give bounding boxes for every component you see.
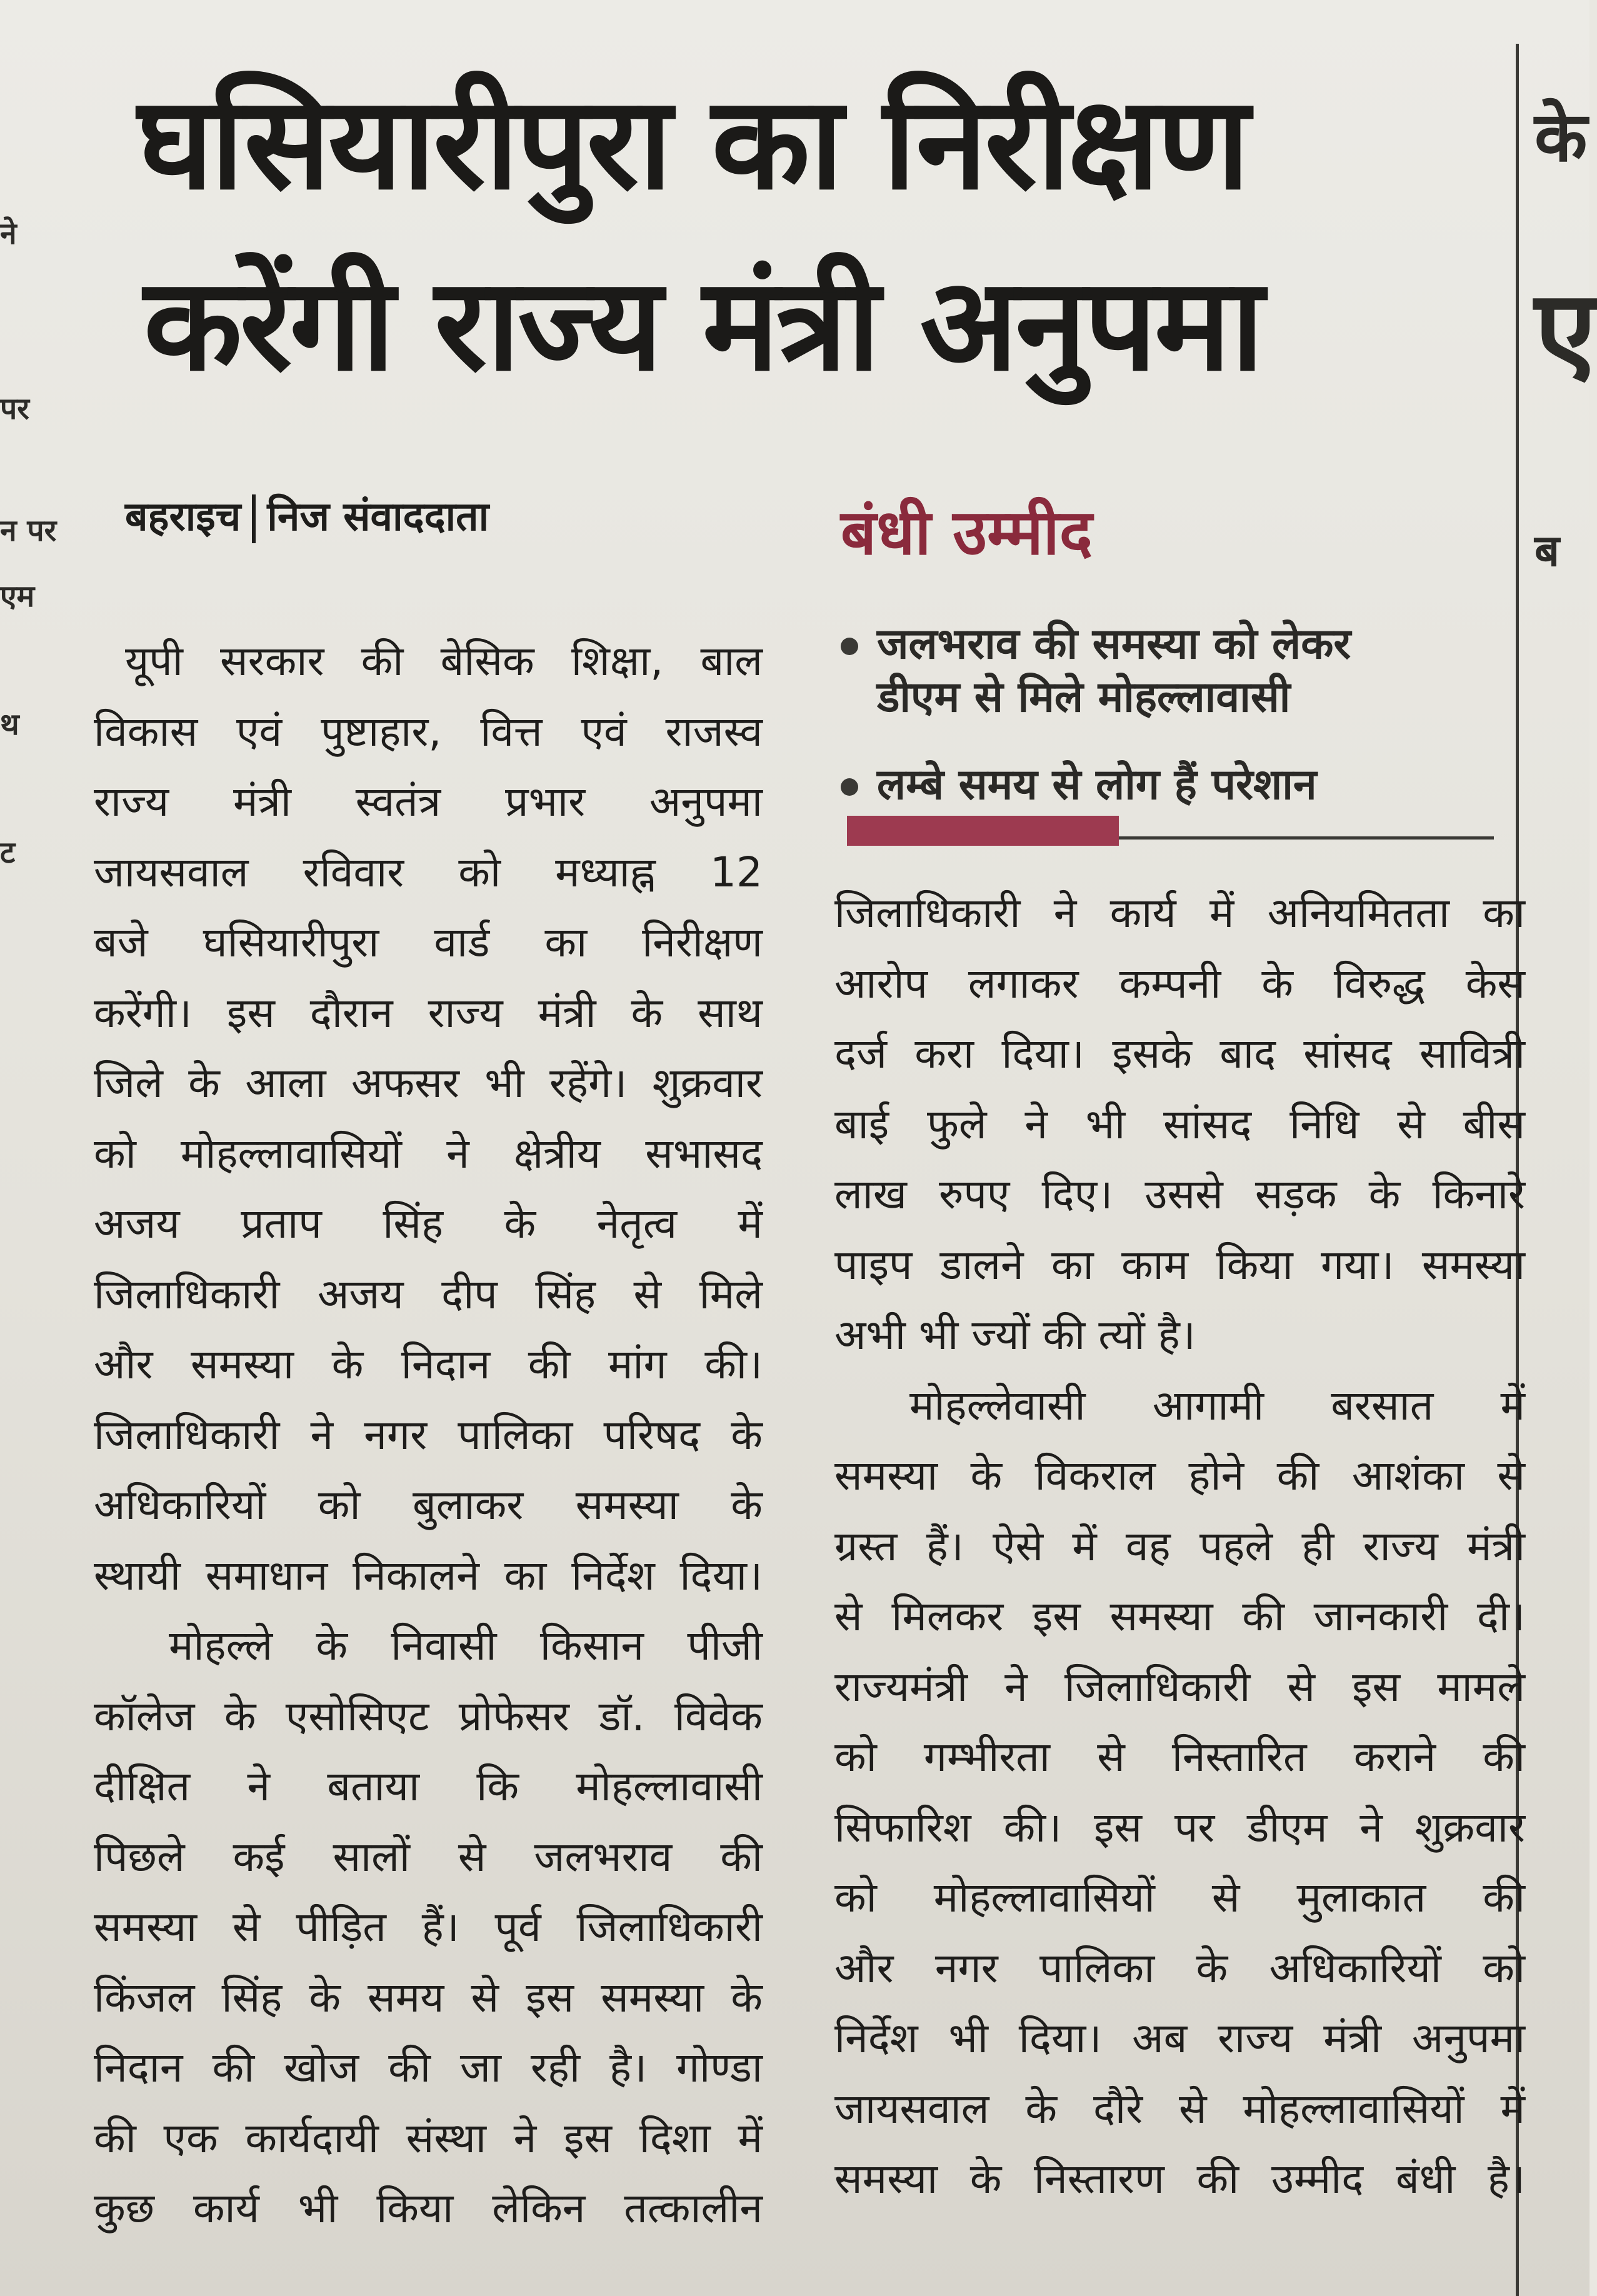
body-line: अजय प्रताप सिंह के नेतृत्व में xyxy=(94,1200,763,1248)
body-line: जायसवाल के दौरे से मोहल्लावासियों में xyxy=(834,2084,1525,2133)
left-column-fragment: न पर xyxy=(0,513,57,548)
place-name: बहराइच xyxy=(125,494,241,540)
body-line: कॉलेज के एसोसिएट प्रोफेसर डॉ. विवेक xyxy=(94,1692,763,1740)
body-line: निर्देश भी दिया। अब राज्य मंत्री अनुपमा xyxy=(834,2014,1525,2062)
body-line: और समस्या के निदान की मांग की। xyxy=(94,1340,763,1388)
highlight-bullet-2 xyxy=(841,759,1317,811)
body-line: विकास एवं पुष्टाहार, वित्त एवं राजस्व xyxy=(94,707,763,756)
byline: निज संवाददाता xyxy=(267,494,489,540)
highlight-rule xyxy=(1119,836,1494,840)
body-line: पाइप डालने का काम किया गया। समस्या xyxy=(834,1240,1525,1289)
left-column-fragment: पर xyxy=(0,391,29,426)
left-column-fragment: थ xyxy=(0,707,19,742)
body-line: की एक कार्यदायी संस्था ने इस दिशा में xyxy=(94,2113,763,2162)
body-line: समस्या से पीड़ित हैं। पूर्व जिलाधिकारी xyxy=(94,1903,763,1951)
body-line: दर्ज करा दिया। इसके बाद सांसद सावित्री xyxy=(834,1030,1525,1078)
bullet-text: डीएम से मिले मोहल्लावासी xyxy=(877,673,1291,722)
body-line: लाख रुपए दिए। उससे सड़क के किनारे xyxy=(834,1170,1525,1218)
highlight-accent-bar xyxy=(847,816,1119,846)
body-line: दीक्षित ने बताया कि मोहल्लावासी xyxy=(94,1762,763,1810)
body-line: जायसवाल रविवार को मध्याह्न 12 xyxy=(94,848,763,896)
body-line: पिछले कई सालों से जलभराव की xyxy=(94,1832,763,1881)
right-column-fragment: ए xyxy=(1534,266,1597,397)
body-line: मोहल्लेवासी आगामी बरसात में xyxy=(909,1381,1525,1430)
body-line: निदान की खोज की जा रही है। गोण्डा xyxy=(94,2043,763,2092)
dateline xyxy=(125,488,489,543)
body-line: यूपी सरकार की बेसिक शिक्षा, बाल xyxy=(125,637,763,685)
body-line: को गम्भीरता से निस्तारित कराने की xyxy=(834,1733,1525,1781)
bullet-dot xyxy=(841,778,858,796)
body-line: अधिकारियों को बुलाकर समस्या के xyxy=(94,1481,763,1529)
body-line: अभी भी ज्यों की त्यों है। xyxy=(834,1311,1196,1359)
right-column-fragment: ब xyxy=(1534,525,1559,576)
body-column-right xyxy=(834,878,1525,2215)
body-column-left xyxy=(94,626,763,2244)
body-line: समस्या के निस्तारण की उम्मीद बंधी है। xyxy=(834,2155,1525,2203)
body-line: मोहल्ले के निवासी किसान पीजी xyxy=(169,1622,763,1670)
body-line: बजे घसियारीपुरा वार्ड का निरीक्षण xyxy=(94,918,763,966)
body-line: को मोहल्लावासियों ने क्षेत्रीय सभासद xyxy=(94,1129,763,1178)
body-line: जिलाधिकारी ने कार्य में अनियमितता का xyxy=(834,889,1525,937)
highlight-bullet-1 xyxy=(841,619,1351,670)
headline-line-1: घसियारीपुरा का निरीक्षण xyxy=(138,69,1248,218)
bullet-text: लम्बे समय से लोग हैं परेशान xyxy=(877,760,1317,810)
left-column-fragment: एम xyxy=(0,579,35,614)
body-line: जिलाधिकारी ने नगर पालिका परिषद के xyxy=(94,1410,763,1459)
body-line: राज्य मंत्री स्वतंत्र प्रभार अनुपमा xyxy=(94,778,763,826)
left-column-fragment: ट xyxy=(0,835,16,870)
body-line: से मिलकर इस समस्या की जानकारी दी। xyxy=(834,1592,1525,1640)
highlight-title: बंधी उम्मीद xyxy=(841,496,1093,569)
body-line: राज्यमंत्री ने जिलाधिकारी से इस मामले xyxy=(834,1662,1525,1711)
body-line: को मोहल्लावासियों से मुलाकात की xyxy=(834,1873,1525,1922)
body-line: जिले के आला अफसर भी रहेंगे। शुक्रवार xyxy=(94,1059,763,1107)
body-line: जिलाधिकारी अजय दीप सिंह से मिले xyxy=(94,1270,763,1318)
headline-line-2: करेंगी राज्य मंत्री अनुपमा xyxy=(144,251,1262,399)
body-line: सिफारिश की। इस पर डीएम ने शुक्रवार xyxy=(834,1803,1525,1852)
body-line: समस्या के विकराल होने की आशंका से xyxy=(834,1451,1525,1500)
body-line: ग्रस्त हैं। ऐसे में वह पहले ही राज्य मंत्री xyxy=(834,1521,1525,1570)
dateline-separator xyxy=(252,494,256,543)
body-line: बाई फुले ने भी सांसद निधि से बीस xyxy=(834,1100,1525,1148)
body-line: करेंगी। इस दौरान राज्य मंत्री के साथ xyxy=(94,988,763,1037)
right-column-fragment: के xyxy=(1534,97,1588,177)
body-line: स्थायी समाधान निकालने का निर्देश दिया। xyxy=(94,1551,763,1600)
body-line: आरोप लगाकर कम्पनी के विरुद्ध केस xyxy=(834,959,1525,1008)
body-line: कुछ कार्य भी किया लेकिन तत्कालीन xyxy=(94,2184,763,2232)
body-line: किंजल सिंह के समय से इस समस्या के xyxy=(94,1973,763,2022)
body-line: और नगर पालिका के अधिकारियों को xyxy=(834,1943,1525,1992)
highlight-bullet-1-cont xyxy=(841,672,1290,723)
bullet-text: जलभराव की समस्या को लेकर xyxy=(877,619,1351,669)
left-column-fragment: ने xyxy=(0,216,17,251)
bullet-dot xyxy=(841,638,858,655)
